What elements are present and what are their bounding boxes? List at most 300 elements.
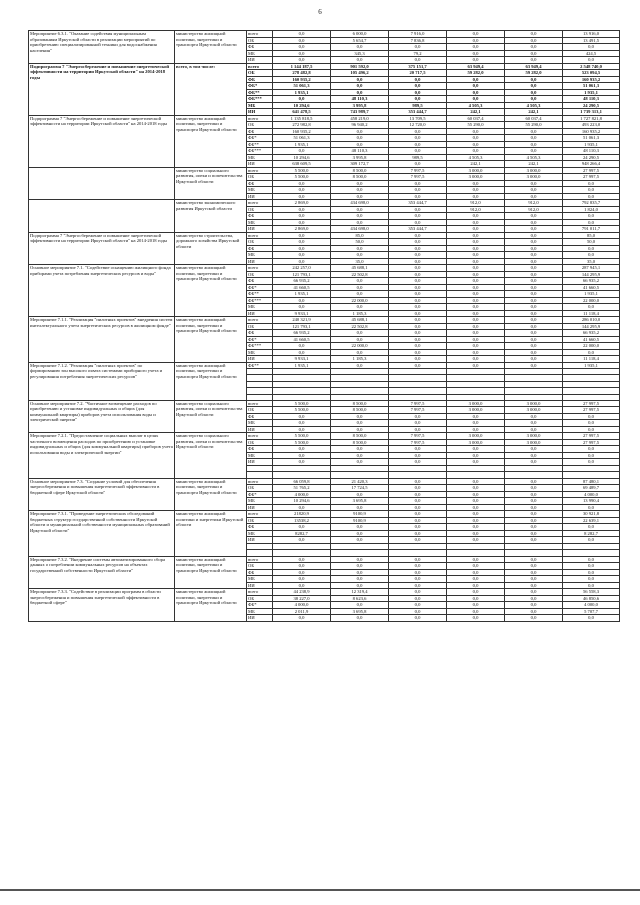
amount-cell: 0,0 (563, 349, 620, 356)
source-code-cell: ИИ (247, 57, 273, 64)
amount-cell: 44 238,9 (273, 589, 331, 596)
amount-cell: 0,0 (273, 304, 331, 311)
amount-cell: 2 869,0 (273, 200, 331, 207)
amount-cell: 105 496,2 (331, 70, 389, 77)
amount-cell: 0,0 (273, 245, 331, 252)
amount-cell: 0,0 (505, 511, 563, 518)
amount-cell: 0,0 (273, 459, 331, 466)
amount-cell: 8 500,0 (331, 433, 389, 440)
amount-cell: 0,0 (447, 89, 505, 96)
amount-cell: 5 707,7 (563, 608, 620, 615)
amount-cell: 0,0 (505, 317, 563, 324)
amount-cell: 60 037,4 (447, 115, 505, 122)
source-code-cell: ИИ (247, 615, 273, 622)
amount-cell: 0,0 (273, 420, 331, 427)
amount-cell: 0,0 (447, 252, 505, 259)
amount-cell: 0,0 (389, 291, 447, 298)
source-code-cell: ФБ (247, 76, 273, 83)
amount-cell: 8 500,0 (331, 400, 389, 407)
amount-cell: 0,0 (447, 504, 505, 511)
source-code-cell: ОБ (247, 517, 273, 524)
amount-cell: 0,0 (273, 576, 331, 583)
amount-cell: 0,0 (447, 245, 505, 252)
amount-cell: 1 935,1 (273, 362, 331, 369)
amount-cell: 0,0 (273, 148, 331, 155)
amount-cell: 0,0 (447, 459, 505, 466)
amount-cell: 63 949,4 (505, 63, 563, 70)
amount-cell: 0,0 (389, 485, 447, 492)
amount-cell: 0,0 (389, 187, 447, 194)
amount-cell: 0,0 (505, 258, 563, 265)
amount-cell: 63 949,4 (447, 63, 505, 70)
amount-cell: 7 916,0 (389, 31, 447, 38)
amount-cell: 0,0 (447, 31, 505, 38)
amount-cell: 2 548 740,0 (563, 63, 620, 70)
amount-cell: 27 997,5 (563, 174, 620, 181)
amount-cell: 66 935,2 (563, 330, 620, 337)
amount-cell: 22 502,8 (331, 271, 389, 278)
amount-cell: 0,0 (389, 511, 447, 518)
amount-cell: 0,0 (563, 582, 620, 589)
amount-cell: 0,0 (273, 537, 331, 544)
amount-cell: 0,0 (273, 206, 331, 213)
amount-cell: 66 935,2 (273, 278, 331, 285)
amount-cell: 0,0 (563, 420, 620, 427)
source-code-cell: ФБ* (247, 135, 273, 142)
executor-cell: министерство социального развития, опеки и попечительства Иркутской области (175, 400, 247, 433)
amount-cell: 0,0 (389, 356, 447, 363)
source-code-cell: всего (247, 511, 273, 518)
amount-cell: 51 061,3 (563, 83, 620, 90)
amount-cell: 59 282,0 (505, 70, 563, 77)
source-code-cell: МБ (247, 530, 273, 537)
amount-cell: 59 282,0 (447, 70, 505, 77)
source-code-cell: МБ (247, 187, 273, 194)
amount-cell: 0,0 (331, 128, 389, 135)
source-code-cell: МБ (247, 50, 273, 57)
amount-cell: 0,0 (273, 44, 331, 51)
amount-cell: 0,0 (389, 128, 447, 135)
amount-cell: 0,0 (505, 615, 563, 622)
amount-cell: 0,0 (389, 589, 447, 596)
source-code-cell: всего (247, 63, 273, 70)
amount-cell: 0,0 (447, 602, 505, 609)
amount-cell: 0,0 (505, 89, 563, 96)
amount-cell: 0,0 (273, 582, 331, 589)
source-code-cell: всего (247, 31, 273, 38)
amount-cell: 0,0 (447, 193, 505, 200)
amount-cell: 11 118,4 (563, 310, 620, 317)
amount-cell: 48 110,3 (331, 96, 389, 103)
amount-cell: 0,0 (273, 556, 331, 563)
amount-cell: 0,0 (273, 504, 331, 511)
amount-cell: 0,0 (505, 76, 563, 83)
amount-cell: 0,0 (389, 89, 447, 96)
executor-cell: министерство жилищной политики, энергетики и транспорта Иркутской области (175, 556, 247, 589)
amount-cell: 0,0 (389, 608, 447, 615)
amount-cell: 22 000,0 (563, 343, 620, 350)
amount-cell: 0,0 (331, 291, 389, 298)
amount-cell: 0,0 (273, 563, 331, 570)
amount-cell: 0,0 (447, 128, 505, 135)
amount-cell: 0,0 (447, 310, 505, 317)
amount-cell: 0,0 (389, 278, 447, 285)
amount-cell: 0,0 (389, 219, 447, 226)
executor-cell: министерство жилищной политики, энергетики и транспорта Иркутской области (175, 265, 247, 317)
amount-cell: 0,0 (389, 459, 447, 466)
amount-cell: 0,0 (331, 336, 389, 343)
amount-cell: 160 935,2 (563, 128, 620, 135)
amount-cell: 0,0 (447, 356, 505, 363)
amount-cell: 3 000,0 (505, 167, 563, 174)
amount-cell: 66 059,8 (273, 478, 331, 485)
amount-cell: 0,0 (563, 304, 620, 311)
activity-title: Подпрограмма 7 "Энергосбережение и повышение энергетической эффективности на территории Иркутской области" на 2014-2018 годы (29, 232, 175, 265)
amount-cell: 121 793,1 (273, 323, 331, 330)
amount-cell: 0,0 (389, 576, 447, 583)
source-code-cell: ИИ (247, 109, 273, 116)
amount-cell: 0,0 (505, 485, 563, 492)
amount-cell: 0,0 (447, 608, 505, 615)
amount-cell: 0,0 (389, 330, 447, 337)
amount-cell: 1 727 821,8 (563, 115, 620, 122)
amount-cell: 0,0 (505, 595, 563, 602)
source-code-cell: ФБ (247, 44, 273, 51)
amount-cell: 0,0 (331, 141, 389, 148)
source-code-cell: МБ (247, 252, 273, 259)
amount-cell: 0,0 (273, 297, 331, 304)
amount-cell: 0,0 (331, 582, 389, 589)
amount-cell: 9100,9 (331, 517, 389, 524)
source-code-cell: МБ (247, 304, 273, 311)
amount-cell: 1 824,0 (563, 206, 620, 213)
amount-cell: 160 935,2 (273, 76, 331, 83)
amount-cell: 12 720,0 (389, 122, 447, 129)
amount-cell: 0,0 (505, 226, 563, 233)
source-code-cell: всего (247, 556, 273, 563)
amount-cell: 7 997,5 (389, 439, 447, 446)
amount-cell: 0,0 (505, 245, 563, 252)
amount-cell: 0,0 (389, 413, 447, 420)
amount-cell: 5 500,0 (273, 167, 331, 174)
amount-cell: 0,0 (447, 135, 505, 142)
amount-cell: 12 319,4 (331, 589, 389, 596)
amount-cell: 45 688,1 (331, 317, 389, 324)
amount-cell: 5 500,0 (273, 174, 331, 181)
source-code-cell: ИИ (247, 226, 273, 233)
amount-cell: 0,0 (389, 498, 447, 505)
activity-title: Мероприятие 7.3.1. "Проведение энергетических обследований бюджетных структур государственной собственности Иркутской области и муниципальной собственности муниципальных образований Иркутской области" (29, 511, 175, 556)
amount-cell: 0,0 (505, 310, 563, 317)
page-number: 6 (318, 8, 322, 16)
amount-cell: 144 295,9 (563, 271, 620, 278)
amount-cell: 272 982,8 (273, 122, 331, 129)
amount-cell: 0,0 (505, 446, 563, 453)
amount-cell: 0,0 (331, 362, 389, 369)
amount-cell: 0,0 (505, 213, 563, 220)
amount-cell: 0,0 (331, 89, 389, 96)
amount-cell: 0,0 (331, 57, 389, 64)
amount-cell: 0,0 (331, 193, 389, 200)
amount-cell: 948 266,4 (563, 161, 620, 168)
amount-cell: 27 997,5 (563, 439, 620, 446)
source-code-cell: ФБ* (247, 284, 273, 291)
activity-title: Мероприятие 6.3.1. "Оказание содействия муниципальным образованиям Иркутской области в реализации мероприятий по приобретению специализированной техники для водоснабжения населения" (29, 31, 175, 64)
amount-cell: 3 000,0 (447, 439, 505, 446)
amount-cell: 0,0 (505, 537, 563, 544)
amount-cell: 1 935,1 (563, 89, 620, 96)
amount-cell: 0,0 (563, 504, 620, 511)
amount-cell: 7 997,5 (389, 174, 447, 181)
amount-cell: 0,0 (447, 323, 505, 330)
source-code-cell: ФБ*** (247, 343, 273, 350)
source-code-cell: ОБ (247, 407, 273, 414)
amount-cell: 0,0 (331, 491, 389, 498)
amount-cell: 0,0 (331, 602, 389, 609)
amount-cell: 0,0 (447, 50, 505, 57)
amount-cell: 0,0 (505, 83, 563, 90)
amount-cell: 22 639,1 (563, 517, 620, 524)
amount-cell: 1 935,1 (563, 141, 620, 148)
amount-cell: 4 505,3 (447, 102, 505, 109)
amount-cell: 13 709,5 (389, 115, 447, 122)
amount-cell: 0,0 (273, 452, 331, 459)
amount-cell: 0,0 (389, 252, 447, 259)
page-bottom-edge (0, 889, 640, 891)
amount-cell: 0,0 (273, 213, 331, 220)
amount-cell: 0,0 (273, 180, 331, 187)
amount-cell: 0,0 (447, 569, 505, 576)
amount-cell: 0,0 (389, 491, 447, 498)
amount-cell: 8 623,6 (331, 595, 389, 602)
amount-cell: 0,0 (389, 349, 447, 356)
amount-cell: 0,0 (331, 413, 389, 420)
source-code-cell: ИИ (247, 193, 273, 200)
amount-cell: 3 695,8 (331, 498, 389, 505)
amount-cell: 3 000,0 (505, 439, 563, 446)
source-code-cell: ФБ* (247, 336, 273, 343)
amount-cell: 0,0 (273, 31, 331, 38)
amount-cell: 51 061,3 (273, 83, 331, 90)
amount-cell: 0,0 (331, 459, 389, 466)
amount-cell: 912,0 (505, 200, 563, 207)
amount-cell: 0,0 (447, 297, 505, 304)
amount-cell: 9 933,1 (273, 356, 331, 363)
amount-cell: 0,0 (505, 426, 563, 433)
executor-cell: министерство жилищной политики и энергетики Иркутской области (175, 511, 247, 556)
source-code-cell: всего (247, 400, 273, 407)
amount-cell: 0,0 (331, 452, 389, 459)
amount-cell: 0,0 (447, 317, 505, 324)
amount-cell: 0,0 (389, 556, 447, 563)
amount-cell: 0,0 (273, 252, 331, 259)
amount-cell: 50,0 (331, 239, 389, 246)
amount-cell: 0,0 (389, 420, 447, 427)
amount-cell: 286 010,0 (563, 317, 620, 324)
amount-cell: 8 500,0 (331, 167, 389, 174)
amount-cell: 424,5 (563, 50, 620, 57)
amount-cell: 51 061,3 (563, 135, 620, 142)
source-code-cell: ФБ (247, 128, 273, 135)
amount-cell: 0,0 (563, 569, 620, 576)
amount-cell: 0,0 (331, 83, 389, 90)
source-code-cell: ФБ (247, 413, 273, 420)
amount-cell: 0,0 (505, 336, 563, 343)
amount-cell: 0,0 (563, 213, 620, 220)
amount-cell: 0,0 (389, 310, 447, 317)
amount-cell: 0,0 (389, 615, 447, 622)
source-code-cell: ОБ (247, 206, 273, 213)
amount-cell: 0,0 (389, 323, 447, 330)
amount-cell: 375 151,7 (389, 63, 447, 70)
amount-cell: 3 000,0 (505, 407, 563, 414)
amount-cell: 22 000,0 (563, 297, 620, 304)
amount-cell: 242,1 (505, 161, 563, 168)
amount-cell: 0,0 (563, 576, 620, 583)
amount-cell: 1 144 187,5 (273, 63, 331, 70)
amount-cell: 743 989,7 (331, 109, 389, 116)
executor-cell: министерство социального развития, опеки и попечительства Иркутской области (175, 167, 247, 200)
amount-cell: 0,0 (505, 44, 563, 51)
amount-cell: 46 850,6 (563, 595, 620, 602)
amount-cell: 5 500,0 (273, 433, 331, 440)
amount-cell: 79,2 (389, 50, 447, 57)
amount-cell: 0,0 (389, 141, 447, 148)
amount-cell: 0,0 (505, 187, 563, 194)
amount-cell: 3 000,0 (447, 174, 505, 181)
source-code-cell: ФБ* (247, 602, 273, 609)
amount-cell: 0,0 (505, 219, 563, 226)
amount-cell: 0,0 (447, 291, 505, 298)
amount-cell: 0,0 (389, 96, 447, 103)
amount-cell: 0,0 (389, 297, 447, 304)
amount-cell: 638 609,5 (273, 161, 331, 168)
amount-cell: 0,0 (389, 362, 447, 369)
amount-cell: 0,0 (331, 76, 389, 83)
amount-cell: 4 505,3 (447, 154, 505, 161)
amount-cell: 0,0 (389, 239, 447, 246)
amount-cell: 0,0 (505, 291, 563, 298)
executor-cell: министерство жилищной политики, энергетики и транспорта Иркутской области (175, 589, 247, 622)
amount-cell: 0,0 (505, 323, 563, 330)
source-code-cell: ОБ (247, 563, 273, 570)
amount-cell: 8 282,7 (563, 530, 620, 537)
amount-cell: 0,0 (505, 135, 563, 142)
amount-cell: 0,0 (389, 504, 447, 511)
amount-cell: 3 000,0 (447, 433, 505, 440)
source-code-cell: МБ (247, 498, 273, 505)
amount-cell: 0,0 (273, 349, 331, 356)
amount-cell: 0,0 (447, 524, 505, 531)
amount-cell: 0,0 (273, 413, 331, 420)
amount-cell: 2 011,9 (273, 608, 331, 615)
amount-cell: 0,0 (447, 213, 505, 220)
amount-cell: 0,0 (273, 37, 331, 44)
amount-cell: 10 294,6 (273, 498, 331, 505)
amount-cell: 0,0 (563, 446, 620, 453)
amount-cell: 160 935,2 (273, 128, 331, 135)
source-code-cell: МБ (247, 219, 273, 226)
amount-cell: 0,0 (331, 278, 389, 285)
executor-cell: министерство строительства, дорожного хозяйства Иркутской области (175, 232, 247, 265)
amount-cell: 0,0 (447, 530, 505, 537)
amount-cell: 0,0 (447, 180, 505, 187)
amount-cell: 0,0 (447, 413, 505, 420)
source-code-cell: ИИ (247, 537, 273, 544)
amount-cell: 21820,9 (273, 511, 331, 518)
amount-cell: 0,0 (273, 524, 331, 531)
amount-cell: 0,0 (447, 349, 505, 356)
activity-title: Мероприятие 7.3.2. "Внедрение системы автоматизированного сбора данных о потреблении коммунальных ресурсов на объектах государственной собственности Иркутской области" (29, 556, 175, 589)
amount-cell: 0,0 (389, 148, 447, 155)
amount-cell: 0,0 (563, 187, 620, 194)
source-code-cell: МБ (247, 452, 273, 459)
amount-cell: 13 491,5 (563, 37, 620, 44)
amount-cell: 641 478,5 (273, 109, 331, 116)
executor-cell: всего, в том числе: (175, 63, 247, 115)
amount-cell: 0,0 (389, 271, 447, 278)
amount-cell: 0,0 (505, 556, 563, 563)
amount-cell: 4 000,0 (273, 491, 331, 498)
amount-cell: 0,0 (273, 446, 331, 453)
amount-cell: 0,0 (331, 569, 389, 576)
amount-cell: 66 935,2 (273, 330, 331, 337)
amount-cell: 1 739 313,1 (563, 109, 620, 116)
executor-cell: министерство жилищной политики, энергетики и транспорта Иркутской области (175, 115, 247, 167)
amount-cell: 0,0 (389, 452, 447, 459)
amount-cell: 56 558,3 (563, 589, 620, 596)
amount-cell: 6 000,0 (331, 31, 389, 38)
amount-cell: 48 110,3 (331, 148, 389, 155)
amount-cell: 912,0 (447, 206, 505, 213)
amount-cell: 0,0 (273, 232, 331, 239)
amount-cell: 0,0 (331, 530, 389, 537)
activity-title: Основное мероприятие 7.2. "Частичное возмещение расходов по приобретению и установке индивидуальных и общих (для коммунальной квартиры) приборов учета использования воды и электрической энергии" (29, 400, 175, 433)
source-code-cell: ФБ** (247, 291, 273, 298)
source-code-cell: всего (247, 433, 273, 440)
amount-cell: 1 935,1 (273, 141, 331, 148)
amount-cell: 287 945,1 (563, 265, 620, 272)
amount-cell: 5 500,0 (273, 400, 331, 407)
source-code-cell: ИИ (247, 356, 273, 363)
amount-cell: 0,0 (563, 193, 620, 200)
amount-cell: 1 135 818,5 (273, 115, 331, 122)
amount-cell: 0,0 (447, 498, 505, 505)
amount-cell: 0,0 (505, 478, 563, 485)
amount-cell: 0,0 (505, 608, 563, 615)
amount-cell: 0,0 (273, 426, 331, 433)
amount-cell: 0,0 (563, 452, 620, 459)
source-code-cell: МБ (247, 420, 273, 427)
amount-cell: 27 997,5 (563, 167, 620, 174)
amount-cell: 3 000,0 (447, 407, 505, 414)
amount-cell: 0,0 (447, 187, 505, 194)
source-code-cell: ОБ (247, 174, 273, 181)
amount-cell: 0,0 (331, 615, 389, 622)
amount-cell: 0,0 (447, 278, 505, 285)
amount-cell: 0,0 (389, 304, 447, 311)
amount-cell: 0,0 (331, 304, 389, 311)
amount-cell: 4 000,0 (563, 602, 620, 609)
amount-cell: 0,0 (447, 615, 505, 622)
amount-cell: 0,0 (389, 265, 447, 272)
source-code-cell: МБ (247, 154, 273, 161)
amount-cell: 0,0 (447, 44, 505, 51)
amount-cell: 0,0 (563, 413, 620, 420)
amount-cell: 0,0 (505, 459, 563, 466)
amount-cell: 309 172,7 (331, 161, 389, 168)
amount-cell: 0,0 (331, 252, 389, 259)
